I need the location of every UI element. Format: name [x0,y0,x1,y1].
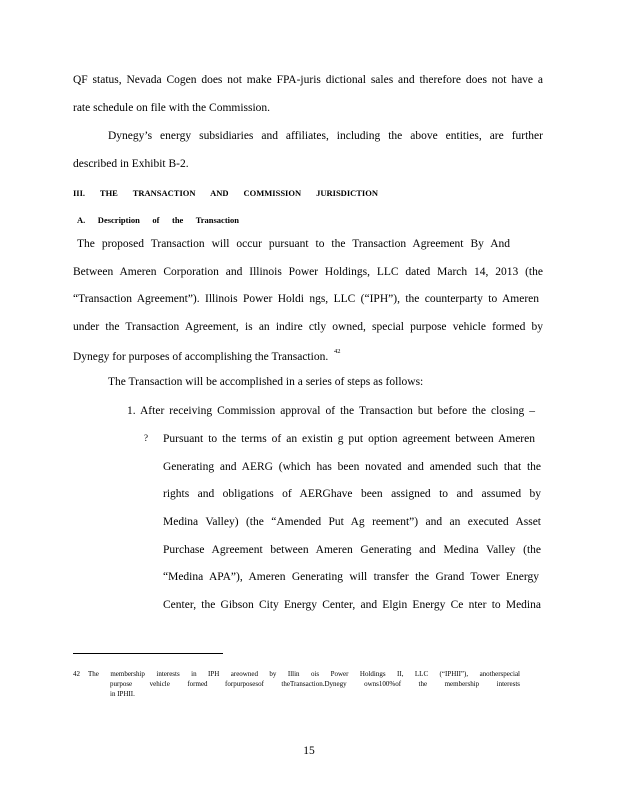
footnote-line: The membership interests in IPH areowned by Illin ois Power Holdings II, LLC (“IPHII”), anotherspecial [88,670,520,678]
bullet-line: Generating and AERG (which has been novated and amended such that the [163,461,541,473]
body-line: described in Exhibit B-2. [73,158,189,170]
subsection-heading: A. Description of the Transaction [77,215,239,225]
body-line: under the Transaction Agreement, is an indire ctly owned, special purpose vehicle formed by [73,321,543,333]
footnote-line: purpose vehicle formed forpurposesof theTransaction.Dynegy owns100%of the membership interests [110,680,520,688]
body-line: Between Ameren Corporation and Illinois Power Holdings, LLC dated March 14, 2013 (the [73,266,543,278]
body-line: The Transaction will be accomplished in a series of steps as follows: [108,376,424,388]
footnote-reference: 42 [333,348,341,355]
footnote-separator [73,653,223,654]
section-heading: III. THE TRANSACTION AND COMMISSION JURISDICTION [73,188,378,198]
body-line [73,347,543,364]
body-line: “Transaction Agreement”). Illinois Power Holdi ngs, LLC (“IPH”), the counterparty to Ameren [73,293,539,305]
numbered-item: 1. After receiving Commission approval of the Transaction but before the closing – [127,405,535,417]
body-line-text: Dynegy for purposes of accomplishing the Transaction. [73,350,329,363]
bullet-marker: ? [144,433,148,443]
bullet-line: “Medina APA”), Ameren Generating will transfer the Grand Tower Energy [163,571,539,583]
body-line: The proposed Transaction will occur pursuant to the Transaction Agreement By And [77,238,510,250]
bullet-line: Pursuant to the terms of an existin g put option agreement between Ameren [163,433,535,445]
page-number: 15 [303,745,315,757]
bullet-line: Purchase Agreement between Ameren Generating and Medina Valley (the [163,544,541,556]
body-line: rate schedule on file with the Commission. [73,102,271,114]
body-line: QF status, Nevada Cogen does not make FPA-juris dictional sales and therefore does not have a [73,74,543,86]
bullet-line: Medina Valley) (the “Amended Put Ag reement”) and an executed Asset [163,516,541,528]
bullet-line: rights and obligations of AERGhave been assigned to and assumed by [163,488,541,500]
footnote-line: in IPHII. [110,690,135,698]
footnote-number: 42 [73,670,80,678]
body-line: Dynegy’s energy subsidiaries and affiliates, including the above entities, are further [108,130,543,142]
bullet-line: Center, the Gibson City Energy Center, and Elgin Energy Ce nter to Medina [163,599,541,611]
